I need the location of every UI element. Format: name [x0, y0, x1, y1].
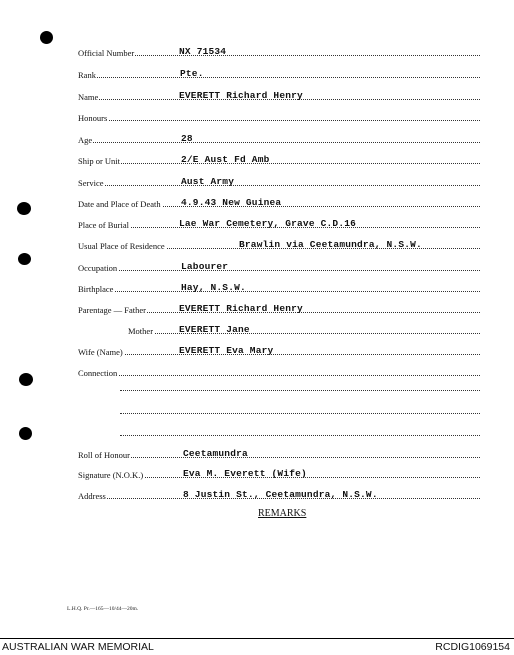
field-value: EVERETT Richard Henry: [179, 90, 303, 101]
dotted-line: [78, 163, 480, 164]
footer-institution: AUSTRALIAN WAR MEMORIAL: [2, 641, 154, 653]
field-label: Connection: [78, 368, 118, 378]
field-value: Eva M. Everett (Wife): [183, 468, 307, 479]
field-label: Signature (N.O.K.): [78, 470, 144, 480]
field-label: Service: [78, 178, 104, 188]
print-code: L.H.Q. Pr.—165—10/44—20m.: [67, 606, 139, 612]
field-value: 4.9.43 New Guinea: [181, 197, 282, 208]
dotted-line: [78, 55, 480, 56]
field-wife: [78, 343, 480, 357]
punch-hole-5: [19, 427, 32, 440]
connection-continuation-line: [120, 413, 480, 414]
field-value: Labourer: [181, 261, 229, 272]
field-birthplace: [78, 280, 480, 294]
field-label: Ship or Unit: [78, 156, 121, 166]
field-rank: [78, 66, 480, 80]
field-value: NX 71534: [179, 46, 227, 57]
archive-footer: [0, 638, 514, 655]
field-occupation: [78, 259, 480, 273]
field-label: Occupation: [78, 263, 118, 273]
connection-continuation-line: [120, 435, 480, 436]
dotted-line: [78, 270, 480, 271]
field-value: EVERETT Richard Henry: [179, 303, 303, 314]
field-name: [78, 88, 480, 102]
dotted-line: [78, 375, 480, 376]
field-value: Ceetamundra: [183, 448, 248, 459]
field-usual-residence: [78, 237, 480, 251]
dotted-line: [78, 142, 480, 143]
field-label: Name: [78, 92, 99, 102]
field-label: Roll of Honour: [78, 450, 130, 460]
field-label: Official Number: [78, 48, 135, 58]
dotted-line: [78, 185, 480, 186]
field-honours: [78, 109, 480, 123]
field-official-number: [78, 44, 480, 58]
field-value: Aust Army: [181, 176, 235, 187]
field-value: EVERETT Eva Mary: [179, 345, 274, 356]
dotted-line: [78, 457, 480, 458]
field-value: 28: [181, 133, 193, 144]
field-value: Pte.: [180, 68, 204, 79]
dotted-line: [78, 120, 480, 121]
field-label: Date and Place of Death: [78, 199, 161, 209]
field-label: Parentage — Father: [78, 305, 146, 315]
field-value: 8 Justin St., Ceetamundra, N.S.W.: [183, 489, 378, 500]
dotted-line: [78, 291, 480, 292]
field-label: Rank: [78, 70, 96, 80]
punch-hole-1: [40, 31, 53, 44]
dotted-line: [78, 354, 480, 355]
field-age: [78, 131, 480, 145]
punch-hole-2: [17, 202, 31, 215]
field-label: Age: [78, 135, 93, 145]
field-label: Honours: [78, 113, 108, 123]
field-value: Brawlin via Ceetamundra, N.S.W.: [239, 239, 422, 250]
field-label: Usual Place of Residence: [78, 241, 165, 251]
connection-continuation-line: [120, 390, 480, 391]
footer-record-id: RCDIG1069154: [435, 641, 510, 653]
field-value: Lae War Cemetery, Grave C.D.16: [179, 218, 357, 229]
field-signature-nok: [78, 466, 480, 480]
field-place-of-burial: [78, 216, 480, 230]
field-connection: [78, 364, 480, 378]
field-label: Mother: [128, 326, 154, 336]
field-mother: [128, 322, 480, 336]
field-label: Place of Burial: [78, 220, 129, 230]
field-value: 2/E Aust Fd Amb: [181, 154, 270, 165]
remarks-heading: REMARKS: [258, 508, 307, 519]
field-label: Wife (Name): [78, 347, 123, 357]
field-value: EVERETT Jane: [179, 324, 250, 335]
field-label: Address: [78, 491, 106, 501]
field-service: [78, 174, 480, 188]
field-date-place-of-death: [78, 195, 480, 209]
field-address: [78, 487, 480, 501]
field-value: Hay, N.S.W.: [181, 282, 246, 293]
punch-hole-3: [18, 253, 31, 265]
field-ship-or-unit: [78, 152, 480, 166]
field-roll-of-honour: [78, 446, 480, 460]
field-label: Birthplace: [78, 284, 114, 294]
dotted-line: [78, 77, 480, 78]
punch-hole-4: [19, 373, 33, 386]
field-father: [78, 301, 480, 315]
